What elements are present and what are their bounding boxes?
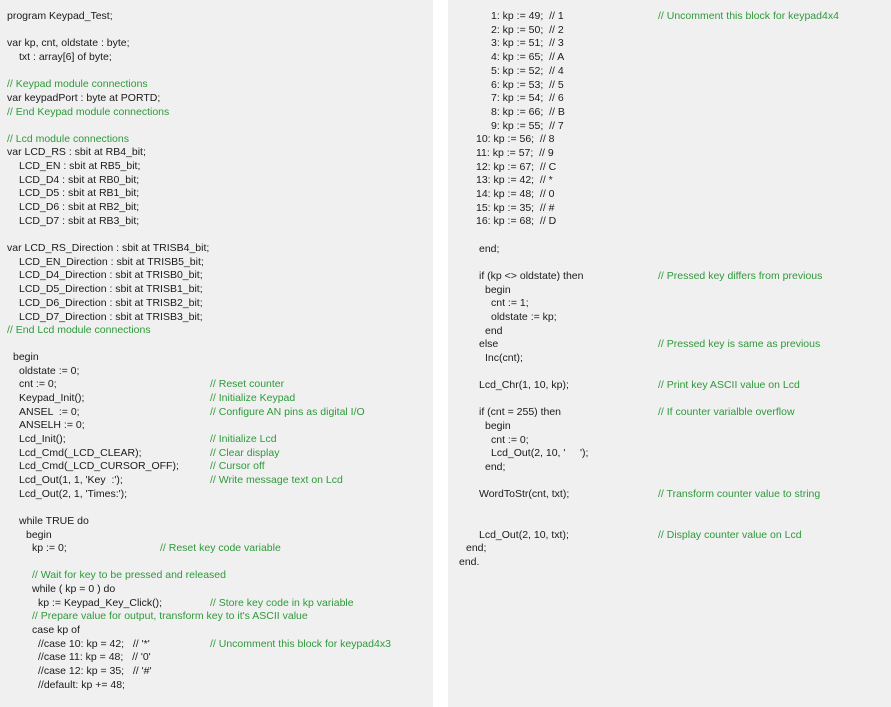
left-code-comment: // Uncomment this block for keypad4x3 (210, 638, 391, 650)
left-code-line: LCD_D5 : sbit at RB1_bit; (19, 187, 140, 199)
left-code-comment: // Cursor off (210, 460, 265, 472)
left-code-line: var keypadPort : byte at PORTD; (7, 92, 161, 104)
left-code-line: Lcd_Out(2, 1, 'Times:'); (19, 488, 128, 500)
right-code-line: Lcd_Out(2, 10, txt); (479, 529, 569, 541)
right-code-comment: // Pressed key is same as previous (658, 338, 821, 350)
left-code-line: var kp, cnt, oldstate : byte; (7, 37, 130, 49)
left-code-comment: // End Keypad module connections (7, 106, 170, 118)
right-code-line: 12: kp := 67; // C (476, 161, 557, 173)
right-code-line: end; (479, 243, 500, 255)
left-code-panel (0, 0, 433, 707)
right-code-line: 9: kp := 55; // 7 (491, 120, 564, 132)
left-code-comment: // Wait for key to be pressed and released (32, 569, 226, 581)
left-code-line: while ( kp = 0 ) do (32, 583, 116, 595)
right-code-line: 14: kp := 48; // 0 (476, 188, 555, 200)
left-code-line: Lcd_Cmd(_LCD_CURSOR_OFF); (19, 460, 179, 472)
right-code-line: 13: kp := 42; // * (476, 174, 553, 186)
right-code-line: else (479, 338, 499, 350)
right-code-line: 2: kp := 50; // 2 (491, 24, 564, 36)
left-code-line: //case 12: kp = 35; // '#' (38, 665, 152, 677)
right-code-line: begin (485, 420, 511, 432)
right-code-line: end. (459, 556, 480, 568)
left-code-line: case kp of (32, 624, 80, 636)
right-code-line: 16: kp := 68; // D (476, 215, 557, 227)
right-code-panel (448, 0, 891, 707)
left-code-line: //default: kp += 48; (38, 679, 125, 691)
right-code-line: end (485, 325, 503, 337)
right-code-comment: // Pressed key differs from previous (658, 270, 823, 282)
left-code-line: LCD_D6 : sbit at RB2_bit; (19, 201, 140, 213)
right-code-comment: // Transform counter value to string (658, 488, 821, 500)
left-code-line: txt : array[6] of byte; (19, 51, 112, 63)
left-code-comment: // Configure AN pins as digital I/O (210, 406, 365, 418)
left-code-comment: // Reset counter (210, 378, 285, 390)
right-code-comment: // Uncomment this block for keypad4x4 (658, 10, 839, 22)
left-code-comment: // Initialize Lcd (210, 433, 277, 445)
left-code-line: begin (26, 529, 52, 541)
left-code-line: ANSELH := 0; (19, 419, 85, 431)
left-code-line: cnt := 0; (19, 378, 57, 390)
left-code-line: oldstate := 0; (19, 365, 80, 377)
left-code-line: Lcd_Out(1, 1, 'Key :'); (19, 474, 123, 486)
left-code-line: begin (13, 351, 39, 363)
right-code-line: if (kp <> oldstate) then (479, 270, 584, 282)
left-code-line: while TRUE do (19, 515, 89, 527)
right-code-line: Lcd_Out(2, 10, ' '); (491, 447, 589, 459)
right-code-line: 6: kp := 53; // 5 (491, 79, 564, 91)
left-code-comment: // End Lcd module connections (7, 324, 151, 336)
right-code-line: WordToStr(cnt, txt); (479, 488, 570, 500)
right-code-line: end; (466, 542, 487, 554)
right-code-line: 8: kp := 66; // B (491, 106, 565, 118)
left-code-line: LCD_EN : sbit at RB5_bit; (19, 160, 141, 172)
right-code-line: 11: kp := 57; // 9 (476, 147, 554, 159)
right-code-line: Inc(cnt); (485, 352, 523, 364)
left-code-line: LCD_EN_Direction : sbit at TRISB5_bit; (19, 256, 204, 268)
left-code-line: //case 10: kp = 42; // '*' (38, 638, 150, 650)
left-code-line: program Keypad_Test; (7, 10, 113, 22)
right-code-line: 15: kp := 35; // # (476, 202, 555, 214)
left-code-comment: // Write message text on Lcd (210, 474, 343, 486)
left-code-line: kp := 0; (32, 542, 67, 554)
left-code-comment: // Keypad module connections (7, 78, 148, 90)
left-code-line: LCD_D7 : sbit at RB3_bit; (19, 215, 140, 227)
right-code-line: oldstate := kp; (491, 311, 557, 323)
left-code-comment: // Lcd module connections (7, 133, 129, 145)
left-code-line: Lcd_Init(); (19, 433, 66, 445)
right-code-comment: // Display counter value on Lcd (658, 529, 802, 541)
right-code-comment: // If counter varialble overflow (658, 406, 795, 418)
right-code-line: if (cnt = 255) then (479, 406, 562, 418)
right-code-line: 10: kp := 56; // 8 (476, 133, 555, 145)
left-code-line: LCD_D4 : sbit at RB0_bit; (19, 174, 140, 186)
right-code-line: cnt := 1; (491, 297, 529, 309)
right-code-line: 7: kp := 54; // 6 (491, 92, 564, 104)
left-code-comment: // Prepare value for output, transform key to it's ASCII value (32, 610, 308, 622)
left-code-line: //case 11: kp = 48; // '0' (38, 651, 151, 663)
left-code-comment: // Initialize Keypad (210, 392, 296, 404)
left-code-line: var LCD_RS_Direction : sbit at TRISB4_bit; (7, 242, 210, 254)
left-code-line: ANSEL := 0; (19, 406, 80, 418)
left-code-line: LCD_D4_Direction : sbit at TRISB0_bit; (19, 269, 203, 281)
right-code-comment: // Print key ASCII value on Lcd (658, 379, 800, 391)
left-code-line: LCD_D5_Direction : sbit at TRISB1_bit; (19, 283, 203, 295)
left-code-comment: // Store key code in kp variable (210, 597, 354, 609)
right-code-line: Lcd_Chr(1, 10, kp); (479, 379, 569, 391)
left-code-line: Lcd_Cmd(_LCD_CLEAR); (19, 447, 142, 459)
left-code-comment: // Reset key code variable (160, 542, 281, 554)
left-code-line: LCD_D7_Direction : sbit at TRISB3_bit; (19, 311, 203, 323)
right-code-line: 5: kp := 52; // 4 (491, 65, 564, 77)
right-code-line: 1: kp := 49; // 1 (491, 10, 564, 22)
right-code-line: end; (485, 461, 506, 473)
left-code-line: kp := Keypad_Key_Click(); (38, 597, 163, 609)
left-code-comment: // Clear display (210, 447, 280, 459)
right-code-line: begin (485, 284, 511, 296)
right-code-line: 3: kp := 51; // 3 (491, 37, 564, 49)
right-code-line: cnt := 0; (491, 434, 529, 446)
left-code-line: var LCD_RS : sbit at RB4_bit; (7, 146, 146, 158)
right-code-line: 4: kp := 65; // A (491, 51, 565, 63)
left-code-line: LCD_D6_Direction : sbit at TRISB2_bit; (19, 297, 203, 309)
left-code-line: Keypad_Init(); (19, 392, 85, 404)
